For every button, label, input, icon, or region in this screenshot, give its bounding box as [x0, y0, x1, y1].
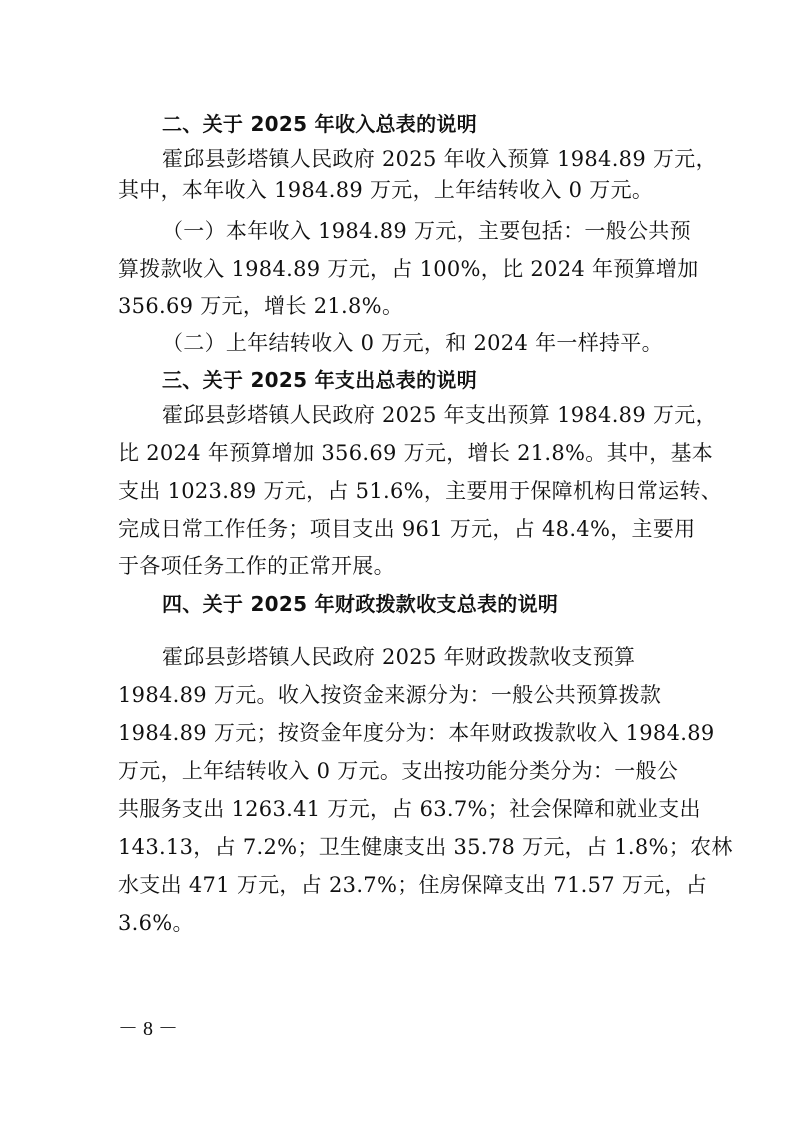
paragraph-line: 1984.89 万元；按资金年度分为：本年财政拨款收入 1984.89	[118, 721, 715, 745]
section-heading-fiscal-appropriation: 四、关于 2025 年财政拨款收支总表的说明	[162, 592, 559, 616]
paragraph-line: 完成日常工作任务；项目支出 961 万元，占 48.4%，主要用	[118, 517, 696, 541]
paragraph-line: 1984.89 万元。收入按资金来源分为：一般公共预算拨款	[118, 683, 662, 707]
paragraph-line: （一）本年收入 1984.89 万元，主要包括：一般公共预	[162, 219, 691, 243]
paragraph-line: 于各项任务工作的正常开展。	[118, 554, 395, 578]
paragraph-line: （二）上年结转收入 0 万元，和 2024 年一样持平。	[162, 331, 663, 355]
paragraph-line: 其中，本年收入 1984.89 万元，上年结转收入 0 万元。	[118, 178, 654, 202]
section-heading-expenditure-summary: 三、关于 2025 年支出总表的说明	[162, 368, 477, 392]
paragraph-line: 比 2024 年预算增加 356.69 万元，增长 21.8%。其中，基本	[118, 441, 714, 465]
paragraph-line: 356.69 万元，增长 21.8%。	[118, 294, 404, 318]
paragraph-line: 143.13，占 7.2%；卫生健康支出 35.78 万元，占 1.8%；农林	[118, 835, 733, 859]
paragraph-line: 霍邱县彭塔镇人民政府 2025 年收入预算 1984.89 万元，	[162, 147, 717, 171]
paragraph-line: 万元，上年结转收入 0 万元。支出按功能分类分为：一般公	[118, 759, 679, 783]
paragraph-line: 算拨款收入 1984.89 万元，占 100%，比 2024 年预算增加	[118, 257, 699, 281]
paragraph-line: 霍邱县彭塔镇人民政府 2025 年财政拨款收支预算	[162, 645, 636, 669]
paragraph-line: 共服务支出 1263.41 万元，占 63.7%；社会保障和就业支出	[118, 797, 701, 821]
section-heading-income-summary: 二、关于 2025 年收入总表的说明	[162, 112, 477, 136]
page-number: － 8 －	[118, 1018, 178, 1040]
paragraph-line: 支出 1023.89 万元，占 51.6%，主要用于保障机构日常运转、	[118, 479, 723, 503]
paragraph-line: 水支出 471 万元，占 23.7%；住房保障支出 71.57 万元，占	[118, 873, 708, 897]
paragraph-line: 霍邱县彭塔镇人民政府 2025 年支出预算 1984.89 万元，	[162, 403, 717, 427]
paragraph-line: 3.6%。	[118, 911, 194, 935]
